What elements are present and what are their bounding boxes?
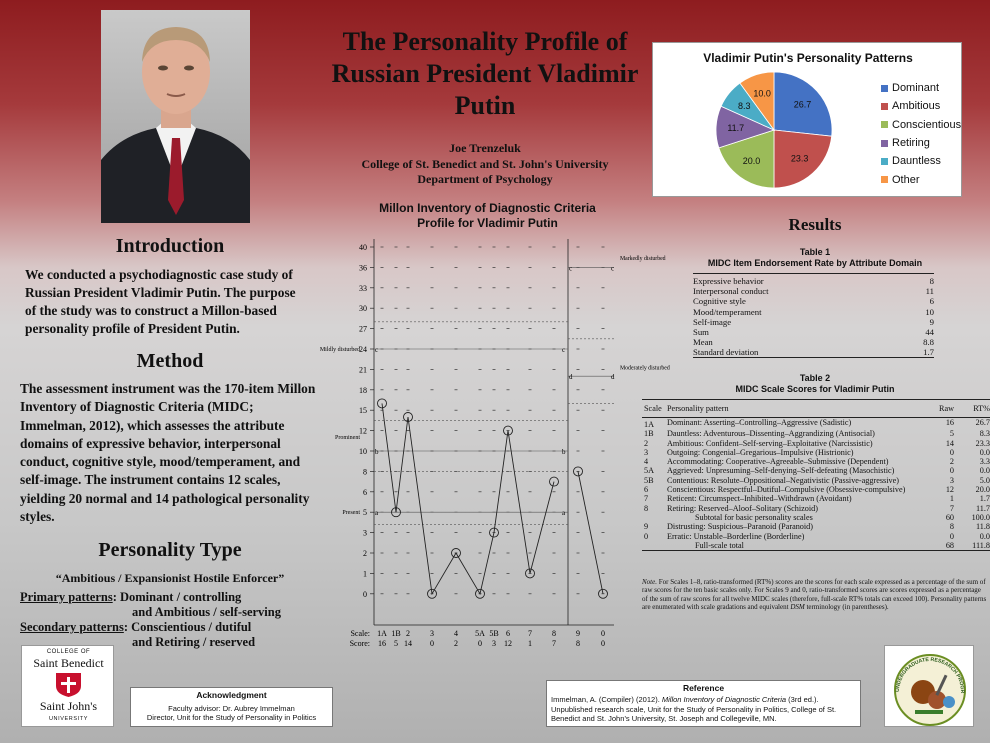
table2-scale-cell: 9 — [644, 522, 649, 532]
score-value: 0 — [430, 639, 434, 648]
table2-caption — [650, 373, 980, 395]
level-label-present: Present — [342, 510, 360, 517]
table2-pattern-cell: Dominant: Asserting–Controlling–Aggressive (Sadistic) — [667, 418, 852, 427]
y-tick-label: 21 — [359, 365, 367, 375]
table1-value: 8 — [929, 276, 934, 286]
y-tick-label: 1 — [363, 569, 367, 579]
legend-swatch — [881, 140, 888, 147]
score-value: 2 — [454, 639, 458, 648]
table2-rt-cell: 0.0 — [979, 466, 990, 476]
level-letter: c — [562, 346, 566, 354]
scale-label: 5B — [489, 629, 499, 638]
pie-legend-item — [881, 79, 961, 97]
acknowledgment-line1: Faculty advisor: Dr. Aubrey Immelman — [168, 704, 295, 713]
table2-pattern-cell: Dauntless: Adventurous–Dissenting–Aggrandizing (Antisocial) — [667, 429, 875, 439]
level-letter: a — [562, 509, 566, 518]
legend-swatch — [881, 176, 888, 183]
scale-label: 2 — [406, 629, 410, 638]
table2-rt-cell: 5.0 — [979, 475, 990, 485]
pie-chart-box — [652, 42, 962, 197]
score-value: 8 — [576, 639, 580, 648]
profile-line-basic — [382, 403, 554, 593]
table2-scale-cell: 1B — [644, 429, 654, 439]
table1-value: 1.7 — [923, 347, 934, 358]
score-value: 7 — [552, 639, 556, 648]
portrait-photo — [101, 10, 250, 223]
secondary-pattern-1: : Conscientious / dutiful — [123, 620, 252, 634]
table2-row — [642, 418, 990, 430]
level-letter: c — [569, 264, 573, 273]
pie-data-label: 8.3 — [738, 100, 751, 111]
table2-raw-cell: 5 — [949, 429, 954, 439]
table2-row — [642, 457, 990, 466]
table1-top-rule — [693, 273, 934, 274]
sju-logo-bottom: UNIVERSITY — [48, 716, 88, 722]
level-label-moderately: Moderately disturbed — [620, 365, 670, 372]
table2-rt-cell: 111.8 — [960, 541, 990, 551]
pie-legend-item — [881, 97, 961, 115]
table1-label: Interpersonal conduct — [693, 286, 769, 297]
reference-text — [547, 693, 860, 724]
table1-row — [693, 347, 934, 357]
primary-pattern-1: : Dominant / controlling — [112, 590, 242, 604]
score-value: 16 — [378, 639, 386, 648]
table2-row — [642, 439, 990, 448]
score-value: 14 — [404, 639, 412, 648]
table2-raw-cell: 16 — [945, 418, 954, 427]
table2-raw-cell: 14 — [945, 438, 954, 448]
table2-row — [642, 513, 990, 522]
table1-label: Expressive behavior — [693, 276, 764, 286]
midc-chart-title: Millon Inventory of Diagnostic Criteria Profile for Vladimir Putin — [379, 201, 596, 230]
table2-rt-cell: 11.7 — [975, 503, 990, 513]
pie-data-label: 23.3 — [790, 153, 809, 164]
table2-row — [642, 541, 990, 551]
reference-post: (3rd ed.). Unpublished research scale, Unit for the Study of Personality in Politics, College of St. Benedict and St. John’s University, St. Joseph and Collegeville, MN. — [551, 695, 837, 723]
author-block — [340, 141, 630, 188]
table2-pattern-cell: Full-scale total — [667, 541, 936, 551]
table2-raw-cell: 12 — [945, 485, 954, 495]
table2-pattern-cell: Retiring: Reserved–Aloof–Solitary (Schizoid) — [667, 503, 818, 513]
table2-raw-cell: 7 — [949, 503, 954, 513]
score-value: 5 — [394, 639, 398, 648]
legend-swatch — [881, 103, 888, 110]
table1-row — [693, 327, 934, 337]
reference-heading: Reference — [682, 683, 725, 693]
secondary-patterns-line1 — [20, 620, 320, 635]
introduction-heading: Introduction — [115, 235, 225, 257]
score-value: 12 — [504, 639, 512, 648]
table2-pattern-cell: Conscientious: Respectful–Dutiful–Compulsive (Obsessive-compulsive) — [667, 485, 906, 495]
y-tick-label: 15 — [359, 406, 367, 416]
table1-label: Standard deviation — [693, 347, 759, 358]
table2-pattern-cell: Erratic: Unstable–Borderline (Borderline) — [667, 531, 805, 541]
table1-bottom-rule — [693, 357, 934, 358]
acknowledgment-heading: Acknowledgment — [196, 690, 267, 700]
table2-row — [642, 476, 990, 485]
table2-scale-cell: 1A — [644, 420, 655, 429]
y-tick-label: 8 — [363, 467, 367, 477]
urp-logo-text: UNDERGRADUATE RESEARCH PROGR — [894, 656, 966, 694]
legend-label: Dominant — [892, 82, 940, 95]
level-letter: d — [569, 373, 573, 382]
legend-label: Ambitious — [892, 100, 941, 113]
primary-patterns-label: Primary patterns — [20, 590, 113, 604]
scale-label: 0 — [601, 629, 605, 638]
table1-value: 44 — [925, 326, 934, 337]
scale-label: 1A — [377, 629, 387, 638]
primary-pattern-2: and Ambitious / self-serving — [132, 605, 281, 619]
y-tick-label: 12 — [359, 426, 367, 436]
table2-row — [642, 522, 990, 531]
score-value: 0 — [478, 639, 482, 648]
table2-header-row — [642, 400, 990, 418]
score-value: 3 — [492, 639, 496, 648]
table1 — [693, 276, 934, 358]
table2-scale-cell: 6 — [644, 485, 649, 495]
note-italic: DSM — [790, 603, 805, 612]
table2-rt-cell: 11.8 — [975, 522, 990, 532]
table1-value: 8.8 — [923, 337, 934, 348]
table1-value: 11 — [925, 286, 934, 297]
scale-label: 4 — [454, 629, 458, 638]
pie-legend-item — [881, 116, 961, 134]
reference-pre: Immelman, A. (Compiler) (2012). — [551, 695, 662, 704]
table2-raw-cell: 68 — [936, 541, 960, 551]
table1-row — [693, 317, 934, 327]
table1-caption — [650, 247, 980, 269]
table2-scale-cell: 8 — [644, 503, 649, 513]
level-label-mildly: Mildly disturbed — [319, 347, 360, 353]
table2-raw-cell: 0 — [949, 447, 954, 457]
table1-row — [693, 296, 934, 306]
table2-raw-cell: 60 — [945, 512, 954, 522]
table2-scale-cell: 3 — [644, 447, 649, 457]
personality-type-quote: “Ambitious / Expansionist Hostile Enforcer” — [55, 571, 285, 585]
table2-scale-cell — [642, 513, 667, 522]
profile-line-severe — [578, 471, 603, 593]
level-letter: c — [375, 346, 379, 354]
table2-scale-cell — [642, 541, 667, 551]
y-tick-label: 6 — [363, 487, 367, 497]
author-affiliation: College of St. Benedict and St. John's University — [361, 156, 609, 171]
x-axis-label: Scale: — [350, 629, 370, 638]
table2-raw-cell: 8 — [949, 522, 954, 532]
table2-pattern-cell: Accommodating: Cooperative–Agreeable–Submissive (Dependent) — [667, 457, 889, 467]
table2-header-cell: RT% — [960, 400, 990, 418]
table2-rt-cell: 0.0 — [979, 447, 990, 457]
y-tick-label: 10 — [359, 447, 367, 456]
reference-italic: Millon Inventory of Diagnostic Criteria — [661, 695, 787, 704]
csb-logo-top: COLLEGE OF — [46, 649, 91, 655]
method-text: The assessment instrument was the 170-item Millon Inventory of Diagnostic Criteria (MIDC; Immelman, 2012), which assesses the attribute domains of expressive behavior, interpersonal conduct, cognitive style, mood/temperament, and self-image. The instrument contains 12 scales, yielding 20 normal and 14 pathological personality styles. — [20, 381, 316, 525]
table2-scale-cell: 7 — [644, 494, 649, 504]
table2-rt-cell: 26.7 — [975, 418, 990, 427]
pie-chart-title: Vladimir Putin's Personality Patterns — [703, 51, 913, 65]
scale-label: 6 — [506, 629, 510, 638]
score-label: Score: — [349, 639, 370, 648]
secondary-patterns-label: Secondary patterns — [20, 620, 124, 634]
table1-value: 10 — [925, 306, 934, 317]
table1-title: MIDC Item Endorsement Rate by Attribute Domain — [707, 258, 923, 268]
table2-rt-cell: 0.0 — [979, 531, 990, 541]
table2-title: MIDC Scale Scores for Vladimir Putin — [735, 384, 895, 394]
primary-patterns-line1 — [20, 590, 320, 605]
table2-rt-cell: 3.3 — [979, 457, 990, 467]
table2-row — [642, 532, 990, 541]
note-end: terminology (in parentheses). — [804, 603, 889, 612]
level-letter: a — [375, 509, 379, 518]
table1-row — [693, 276, 934, 286]
level-letter: b — [375, 448, 379, 456]
scale-label: 1B — [391, 629, 401, 638]
table1-value: 9 — [929, 316, 934, 327]
y-tick-label: 27 — [359, 324, 367, 334]
score-value: 1 — [528, 639, 532, 648]
table2-raw-cell: 0 — [949, 531, 954, 541]
legend-swatch — [881, 121, 888, 128]
author-department: Department of Psychology — [417, 172, 553, 186]
table2-header-cell: Scale — [642, 400, 667, 418]
legend-label: Retiring — [892, 137, 930, 150]
table2-scale-cell: 5A — [644, 466, 655, 476]
introduction-text: We conducted a psychodiagnostic case study of Russian President Vladimir Putin. The purpose of the study was to construct a Millon-based personality profile of President Putin. — [25, 267, 296, 336]
pie-data-label: 26.7 — [793, 99, 812, 110]
table2-scale-cell: 5B — [644, 475, 654, 485]
table2-row — [642, 466, 990, 475]
table2-header-cell: Personality pattern — [667, 400, 936, 418]
pie-data-label: 20.0 — [742, 155, 761, 166]
undergraduate-research-logo — [884, 645, 974, 727]
table2-row — [642, 429, 990, 438]
pie-data-label: 10.0 — [753, 88, 771, 99]
csb-sju-logo — [21, 645, 114, 727]
legend-label: Conscientious — [892, 118, 962, 131]
legend-swatch — [881, 158, 888, 165]
legend-label: Dauntless — [892, 155, 941, 168]
y-tick-label: 18 — [359, 385, 367, 395]
table2-pattern-cell: Contentious: Resolute–Oppositional–Negativistic (Passive-aggressive) — [667, 475, 899, 485]
table2-pattern-cell: Distrusting: Suspicious–Paranoid (Paranoid) — [667, 522, 813, 532]
y-tick-label: 33 — [359, 283, 367, 293]
csb-logo-name: Saint Benedict — [33, 656, 104, 670]
sju-logo-name: Saint John's — [39, 699, 98, 713]
pie-legend-item — [881, 134, 961, 152]
table2-header-cell: Raw — [936, 400, 960, 418]
level-label-markedly: Markedly disturbed — [620, 255, 666, 262]
method-heading: Method — [136, 350, 204, 372]
author-name: Joe Trenzeluk — [449, 141, 521, 155]
scale-label: 9 — [576, 629, 580, 638]
table1-row — [693, 337, 934, 347]
y-tick-label: 5 — [363, 508, 367, 518]
pie-legend — [881, 79, 961, 189]
shield-icon — [55, 672, 82, 698]
table2-pattern-cell: Aggrieved: Unpresuming–Self-denying–Self-defeating (Masochistic) — [667, 466, 895, 476]
level-letter: d — [611, 373, 615, 382]
table2-pattern-cell: Reticent: Circumspect–Inhibited–Withdrawn (Avoidant) — [667, 494, 852, 504]
table2-raw-cell: 0 — [949, 466, 954, 476]
reference-box — [546, 680, 861, 727]
table2-rt-cell: 100.0 — [971, 512, 990, 522]
scale-label: 8 — [552, 629, 556, 638]
table2-scale-cell: 4 — [644, 457, 649, 467]
poster-title: The Personality Profile of Russian President Vladimir Putin — [331, 27, 639, 120]
score-value: 0 — [601, 639, 605, 648]
table1-number: Table 1 — [799, 247, 831, 257]
table1-value: 6 — [929, 296, 934, 307]
y-tick-label: 40 — [359, 243, 367, 252]
table2-row — [642, 448, 990, 457]
table2-raw-cell: 1 — [949, 494, 954, 504]
y-tick-label: 30 — [359, 304, 367, 314]
y-tick-label: 3 — [363, 528, 367, 538]
acknowledgment-line2: Director, Unit for the Study of Personality in Politics — [146, 713, 317, 722]
table2-rt-cell: 8.3 — [979, 429, 990, 439]
table2-pattern-cell: Ambitious: Confident–Self-serving–Exploitative (Narcissistic) — [667, 438, 873, 448]
table2-rt-cell: 20.0 — [975, 485, 990, 495]
note-label: Note. — [642, 578, 657, 586]
level-letter: c — [611, 264, 615, 273]
personality-type-heading: Personality Type — [98, 539, 242, 561]
pie-legend-item — [881, 170, 961, 188]
table2-rt-cell: 23.3 — [975, 438, 990, 448]
table2-scale-cell: 2 — [644, 438, 649, 448]
secondary-pattern-2: and Retiring / reserved — [132, 635, 256, 649]
table2-row — [642, 494, 990, 503]
pie-legend-item — [881, 152, 961, 170]
table1-row — [693, 307, 934, 317]
table1-label: Sum — [693, 326, 709, 337]
y-tick-label: 36 — [359, 263, 367, 273]
table1-row — [693, 286, 934, 296]
table2 — [642, 399, 990, 551]
table1-label: Cognitive style — [693, 296, 746, 307]
acknowledgment-box — [130, 687, 333, 727]
y-tick-label: 0 — [363, 589, 367, 599]
y-tick-label: 24 — [359, 345, 367, 354]
table2-pattern-cell: Subtotal for basic personality scales — [695, 512, 813, 522]
table2-note — [642, 578, 987, 612]
pie-data-label: 11.7 — [727, 122, 745, 133]
results-heading: Results — [788, 215, 842, 234]
scale-label: 5A — [475, 629, 485, 638]
legend-label: Other — [892, 173, 920, 186]
scale-label: 7 — [528, 629, 532, 638]
table2-row — [642, 485, 990, 494]
legend-swatch — [881, 85, 888, 92]
note-text: For Scales 1–8, ratio-transformed (RT%) scores are the scores for each scale expressed as a percentage of the sum of raw scores for the ten basic scales only. For Scales 9 and 0, ratio-transformed scores are scores expressed as a percentage of the sum of raw scores for all twelve MIDC scales (therefore, full-scale RT% totals can exceed 100). Personality patterns are enumerated with scale gradations and equivalent — [642, 578, 987, 612]
table1-label: Self-image — [693, 316, 732, 327]
table2-pattern-cell: Outgoing: Congenial–Gregarious–Impulsive (Histrionic) — [667, 447, 854, 457]
table1-label: Mean — [693, 337, 713, 348]
table2-scale-cell: 0 — [644, 531, 649, 541]
table2-raw-cell: 3 — [949, 475, 954, 485]
y-tick-label: 2 — [363, 549, 367, 558]
scale-label: 3 — [430, 629, 434, 638]
table2-number: Table 2 — [799, 373, 831, 383]
table2-rt-cell: 1.7 — [979, 494, 990, 504]
level-label-prominent: Prominent — [335, 434, 360, 441]
table1-label: Mood/temperament — [693, 306, 762, 317]
level-letter: b — [562, 448, 566, 456]
table2-raw-cell: 2 — [949, 457, 954, 467]
table2-row — [642, 504, 990, 513]
